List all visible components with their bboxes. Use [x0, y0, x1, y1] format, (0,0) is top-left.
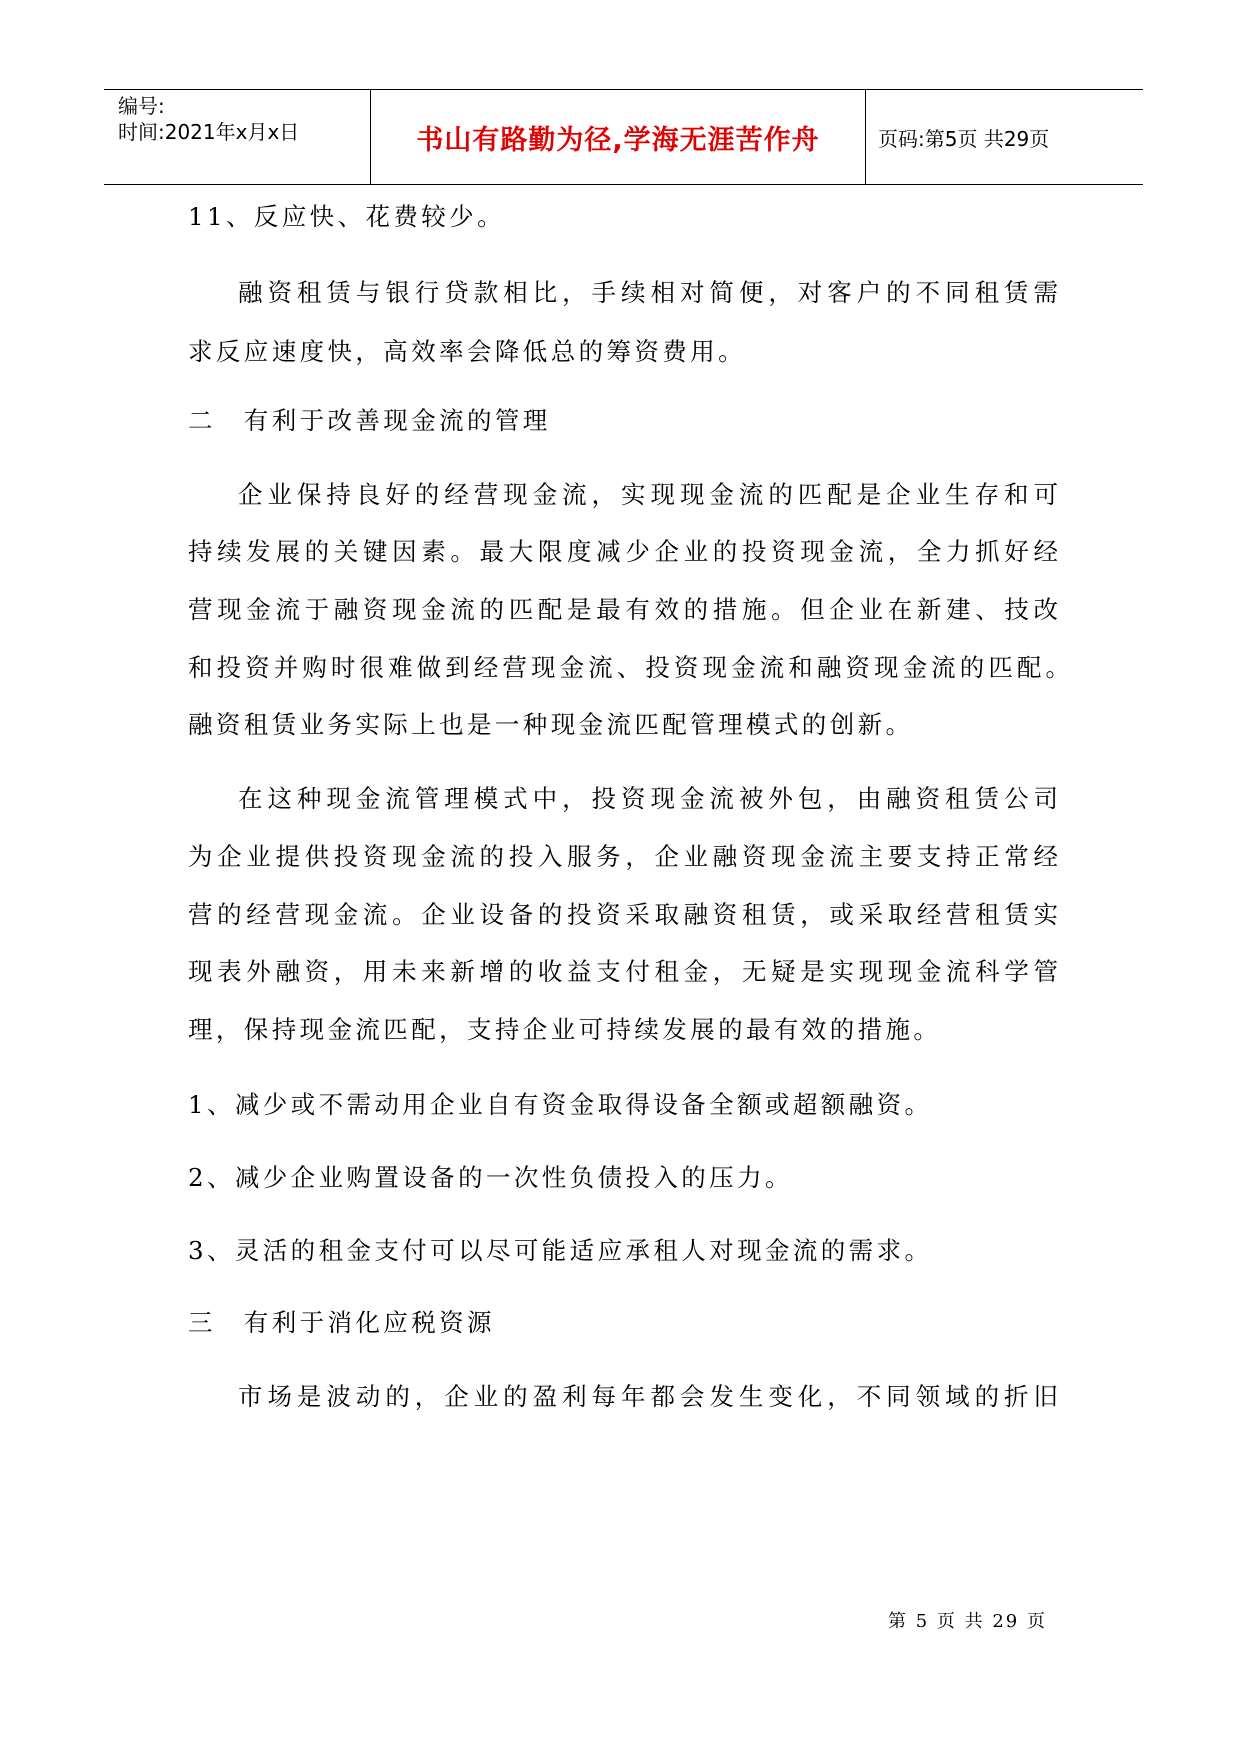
list-item: 1、减少或不需动用企业自有资金取得设备全额或超额融资。 [188, 1090, 933, 1119]
paragraph-line: 理，保持现金流匹配，支持企业可持续发展的最有效的措施。 [188, 1015, 942, 1044]
section-heading: 三 有利于消化应税资源 [188, 1308, 495, 1337]
page-code: 页码:第5页 共29页 [878, 126, 1050, 151]
paragraph-line: 求反应速度快，高效率会降低总的筹资费用。 [188, 337, 746, 366]
paragraph-line: 市场是波动的，企业的盈利每年都会发生变化，不同领域的折旧 [238, 1382, 1058, 1411]
paragraph-line: 融资租赁与银行贷款相比，手续相对简便，对客户的不同租赁需 [238, 278, 1058, 307]
paragraph-line: 营的经营现金流。企业设备的投资采取融资租赁，或采取经营租赁实 [188, 900, 1058, 929]
page-footer: 第 5 页 共 29 页 [888, 1611, 1047, 1632]
paragraph-line: 营现金流于融资现金流的匹配是最有效的措施。但企业在新建、技改 [188, 595, 1058, 624]
number-label: 编号: [118, 94, 165, 118]
paragraph-line: 现表外融资，用未来新增的收益支付租金，无疑是实现现金流科学管 [188, 957, 1058, 986]
paragraph-line: 企业保持良好的经营现金流，实现现金流的匹配是企业生存和可 [238, 480, 1058, 509]
header-page-cell [866, 90, 1143, 184]
list-item: 2、减少企业购置设备的一次性负债投入的压力。 [188, 1163, 793, 1192]
list-item: 3、灵活的租金支付可以尽可能适应承租人对现金流的需求。 [188, 1236, 933, 1265]
paragraph-line: 和投资并购时很难做到经营现金流、投资现金流和融资现金流的匹配。 [188, 653, 1070, 682]
time-label: 时间:2021年x月x日 [118, 120, 300, 144]
header-motto-cell [371, 90, 866, 184]
motto: 书山有路勤为径,学海无涯苦作舟 [416, 124, 820, 156]
paragraph-line: 在这种现金流管理模式中，投资现金流被外包，由融资租赁公司 [238, 784, 1058, 813]
paragraph-line: 为企业提供投资现金流的投入服务，企业融资现金流主要支持正常经 [188, 842, 1058, 871]
header-table [104, 89, 1143, 185]
paragraph-line: 融资租赁业务实际上也是一种现金流匹配管理模式的创新。 [188, 710, 914, 739]
header-info-cell [104, 90, 371, 184]
section-heading: 二 有利于改善现金流的管理 [188, 406, 551, 435]
paragraph-line: 持续发展的关键因素。最大限度减少企业的投资现金流，全力抓好经 [188, 537, 1058, 566]
list-item: 11、反应快、花费较少。 [188, 202, 505, 231]
